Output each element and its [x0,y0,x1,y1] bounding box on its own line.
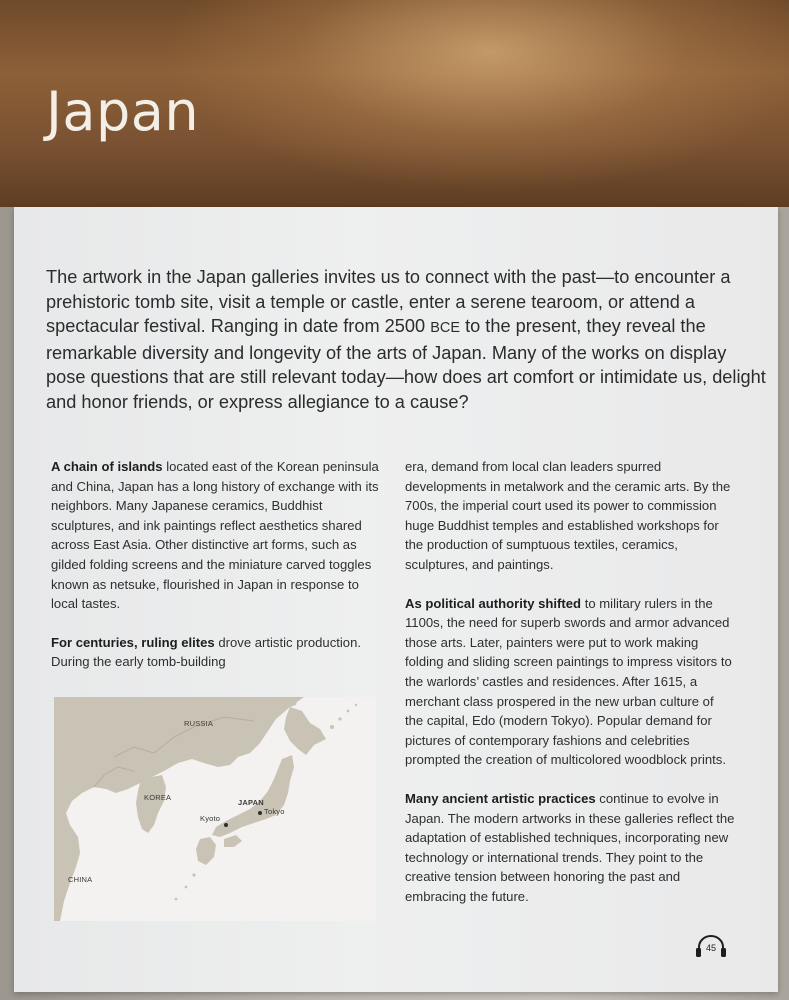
map-island [347,710,350,713]
kyoto-marker [224,823,228,827]
map-label-japan: JAPAN [238,798,264,807]
paragraph-lead: Many ancient artistic practices [405,790,596,806]
tokyo-marker [258,811,262,815]
map-label-korea: KOREA [144,793,172,802]
paragraph-political-authority [405,594,735,770]
map-island [192,873,195,876]
map-label-china: CHINA [68,875,93,884]
intro-text-b: to the present, they reveal the remarkable diversity and longevity of the arts of Japan. Many of the works on display pose questions that are still relevant today—how does art comfort or intimidate us, delight and honor friends, or express allegiance to a cause? [46,316,766,412]
paragraph-lead: As political authority shifted [405,595,582,611]
intro-paragraph [46,265,766,414]
text-panel [14,207,778,992]
map-label-russia: RUSSIA [184,719,214,728]
paragraph-body: located east of the Korean peninsula and China, Japan has a long history of exchange with its neighbors. Many Japanese ceramics, Buddhist sculptures, and ink paintings reflect aesthetics shared across East Asia. Other distinctive art forms, such as gilded folding screens and the miniature carved toggles known as netsuke, flourished in Japan in response to local tastes. [51,459,379,612]
map-island [355,704,357,706]
map-island [185,886,188,889]
paragraph-ruling-elites [51,633,381,672]
paragraph-body: drove artistic production. During the early tomb-building [51,634,362,670]
map-graphic [54,697,376,921]
header-banner [0,0,789,207]
map-label-tokyo: Tokyo [264,807,285,816]
intro-era-abbrev: BCE [430,320,461,336]
paragraph-ancient-practices [405,789,735,907]
intro-text-a: The artwork in the Japan galleries invites us to connect with the past—to encounter a prehistoric tomb site, visit a temple or castle, enter a serene tearoom, or attend a spectacular festival. Ranging in date from 2500 [46,267,731,336]
page-title: Japan [46,80,200,143]
paragraph-lead: For centuries, ruling elites [51,634,215,650]
map-label-kyoto: Kyoto [200,814,221,823]
right-column [405,457,735,925]
audio-guide-number: 45 [705,943,716,953]
paragraph-chain-of-islands [51,457,381,614]
paragraph-lead: A chain of islands [51,459,163,474]
paragraph-body: continue to evolve in Japan. The modern artworks in these galleries reflect the adaptation of established techniques, incorporating new technology or international trends. They point to the creative tension between honoring the past and embracing the future. [405,790,735,904]
east-asia-map [54,697,376,921]
map-island [175,898,178,901]
paragraph-ruling-elites-continued: era, demand from local clan leaders spurred developments in metalwork and the ceramic arts. By the 700s, the imperial court used its power to commission huge Buddhist temples and established workshops for the production of sumptuous textiles, ceramics, sculptures, and paintings. [405,459,731,572]
audio-guide-badge [694,933,728,959]
paragraph-body: to military rulers in the 1100s, the need for superb swords and armor advanced those arts. Later, painters were put to work making folding and sliding screen paintings to impress visitors to the warlords’ castles and residences. After 1615, a merchant class prospered in the new urban culture of the capital, Edo (modern Tokyo). Popular demand for pictures of contemporary fashions and celebrities prompted the creation of multicolored woodblock prints. [405,595,732,768]
left-column [51,457,381,691]
map-island [338,717,341,720]
map-island [330,725,334,729]
